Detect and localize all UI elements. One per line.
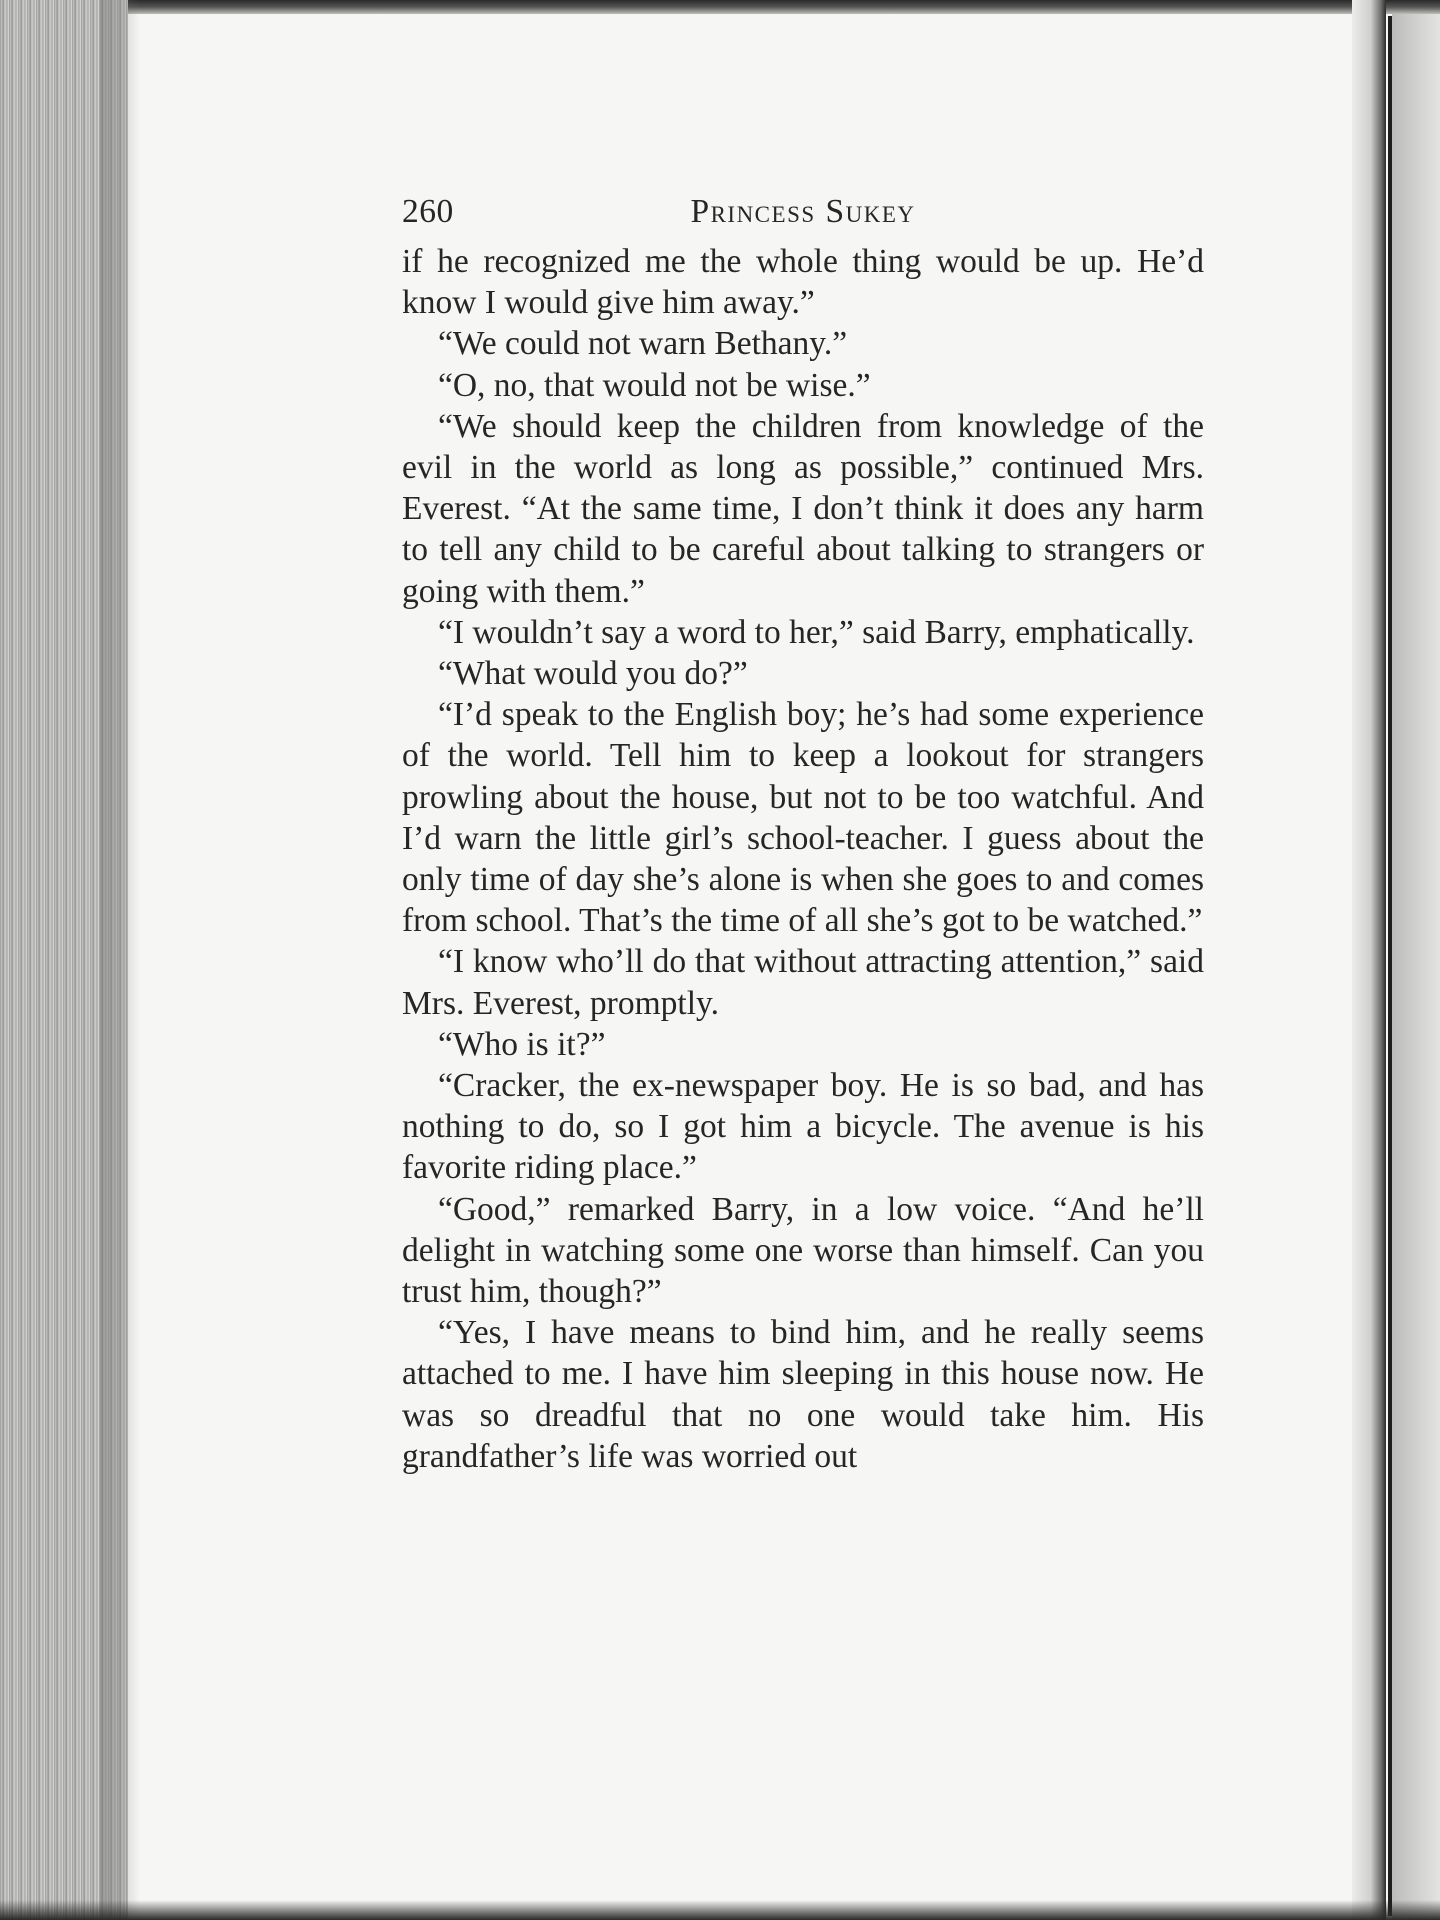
page-stack-shadow [100, 0, 140, 1920]
running-head: Princess Sukey [690, 193, 916, 230]
paragraph: “I know who’ll do that without attracting attention,” said Mrs. Everest, promptly. [402, 943, 1204, 1022]
page-header [402, 191, 1204, 241]
page-number: 260 [402, 193, 454, 230]
paragraph: “I’d speak to the English boy; he’s had some experience of the world. Tell him to keep a lookout for strangers prowling about the house, but not to be too watchful. And I’d warn the little girl’s school-teacher. I guess about the only time of day she’s alone is when she goes to and comes from school. That’s the time of all she’s got to be watched.” [402, 696, 1204, 940]
paragraph: “What would you do?” [438, 655, 748, 693]
page-text-block [402, 191, 1204, 1477]
scan-top-edge [0, 0, 1440, 14]
scan-bottom-edge [0, 1900, 1440, 1920]
paragraph: “I wouldn’t say a word to her,” said Barry, emphatically. [438, 613, 1195, 651]
paragraph: “Cracker, the ex-newspaper boy. He is so bad, and has nothing to do, so I got him a bicycle. The avenue is his favorite riding place.” [402, 1067, 1204, 1187]
paragraph: “Good,” remarked Barry, in a low voice. “And he’ll delight in watching some one worse than himself. Can you trust him, though?” [402, 1190, 1204, 1311]
paragraph: “O, no, that would not be wise.” [438, 366, 871, 404]
paragraph: “Yes, I have means to bind him, and he really seems attached to me. I have him sleeping in this house now. He was so dreadful that no one would take him. His grandfather’s life was worried out [402, 1314, 1204, 1475]
paragraph: “We should keep the children from knowledge of the evil in the world as long as possible,” continued Mrs. Everest. “At the same time, I don’t think it does any harm to tell any child to be careful about talking to strangers or going with them.” [402, 407, 1204, 610]
paragraph: if he recognized me the whole thing would be up. He’d know I would give him away.” [402, 243, 1204, 322]
adjacent-page-edge [1392, 14, 1440, 1920]
book-gutter-shadow [1352, 0, 1386, 1920]
paragraph: “Who is it?” [438, 1025, 606, 1063]
paragraph: “We could not warn Bethany.” [438, 325, 848, 363]
